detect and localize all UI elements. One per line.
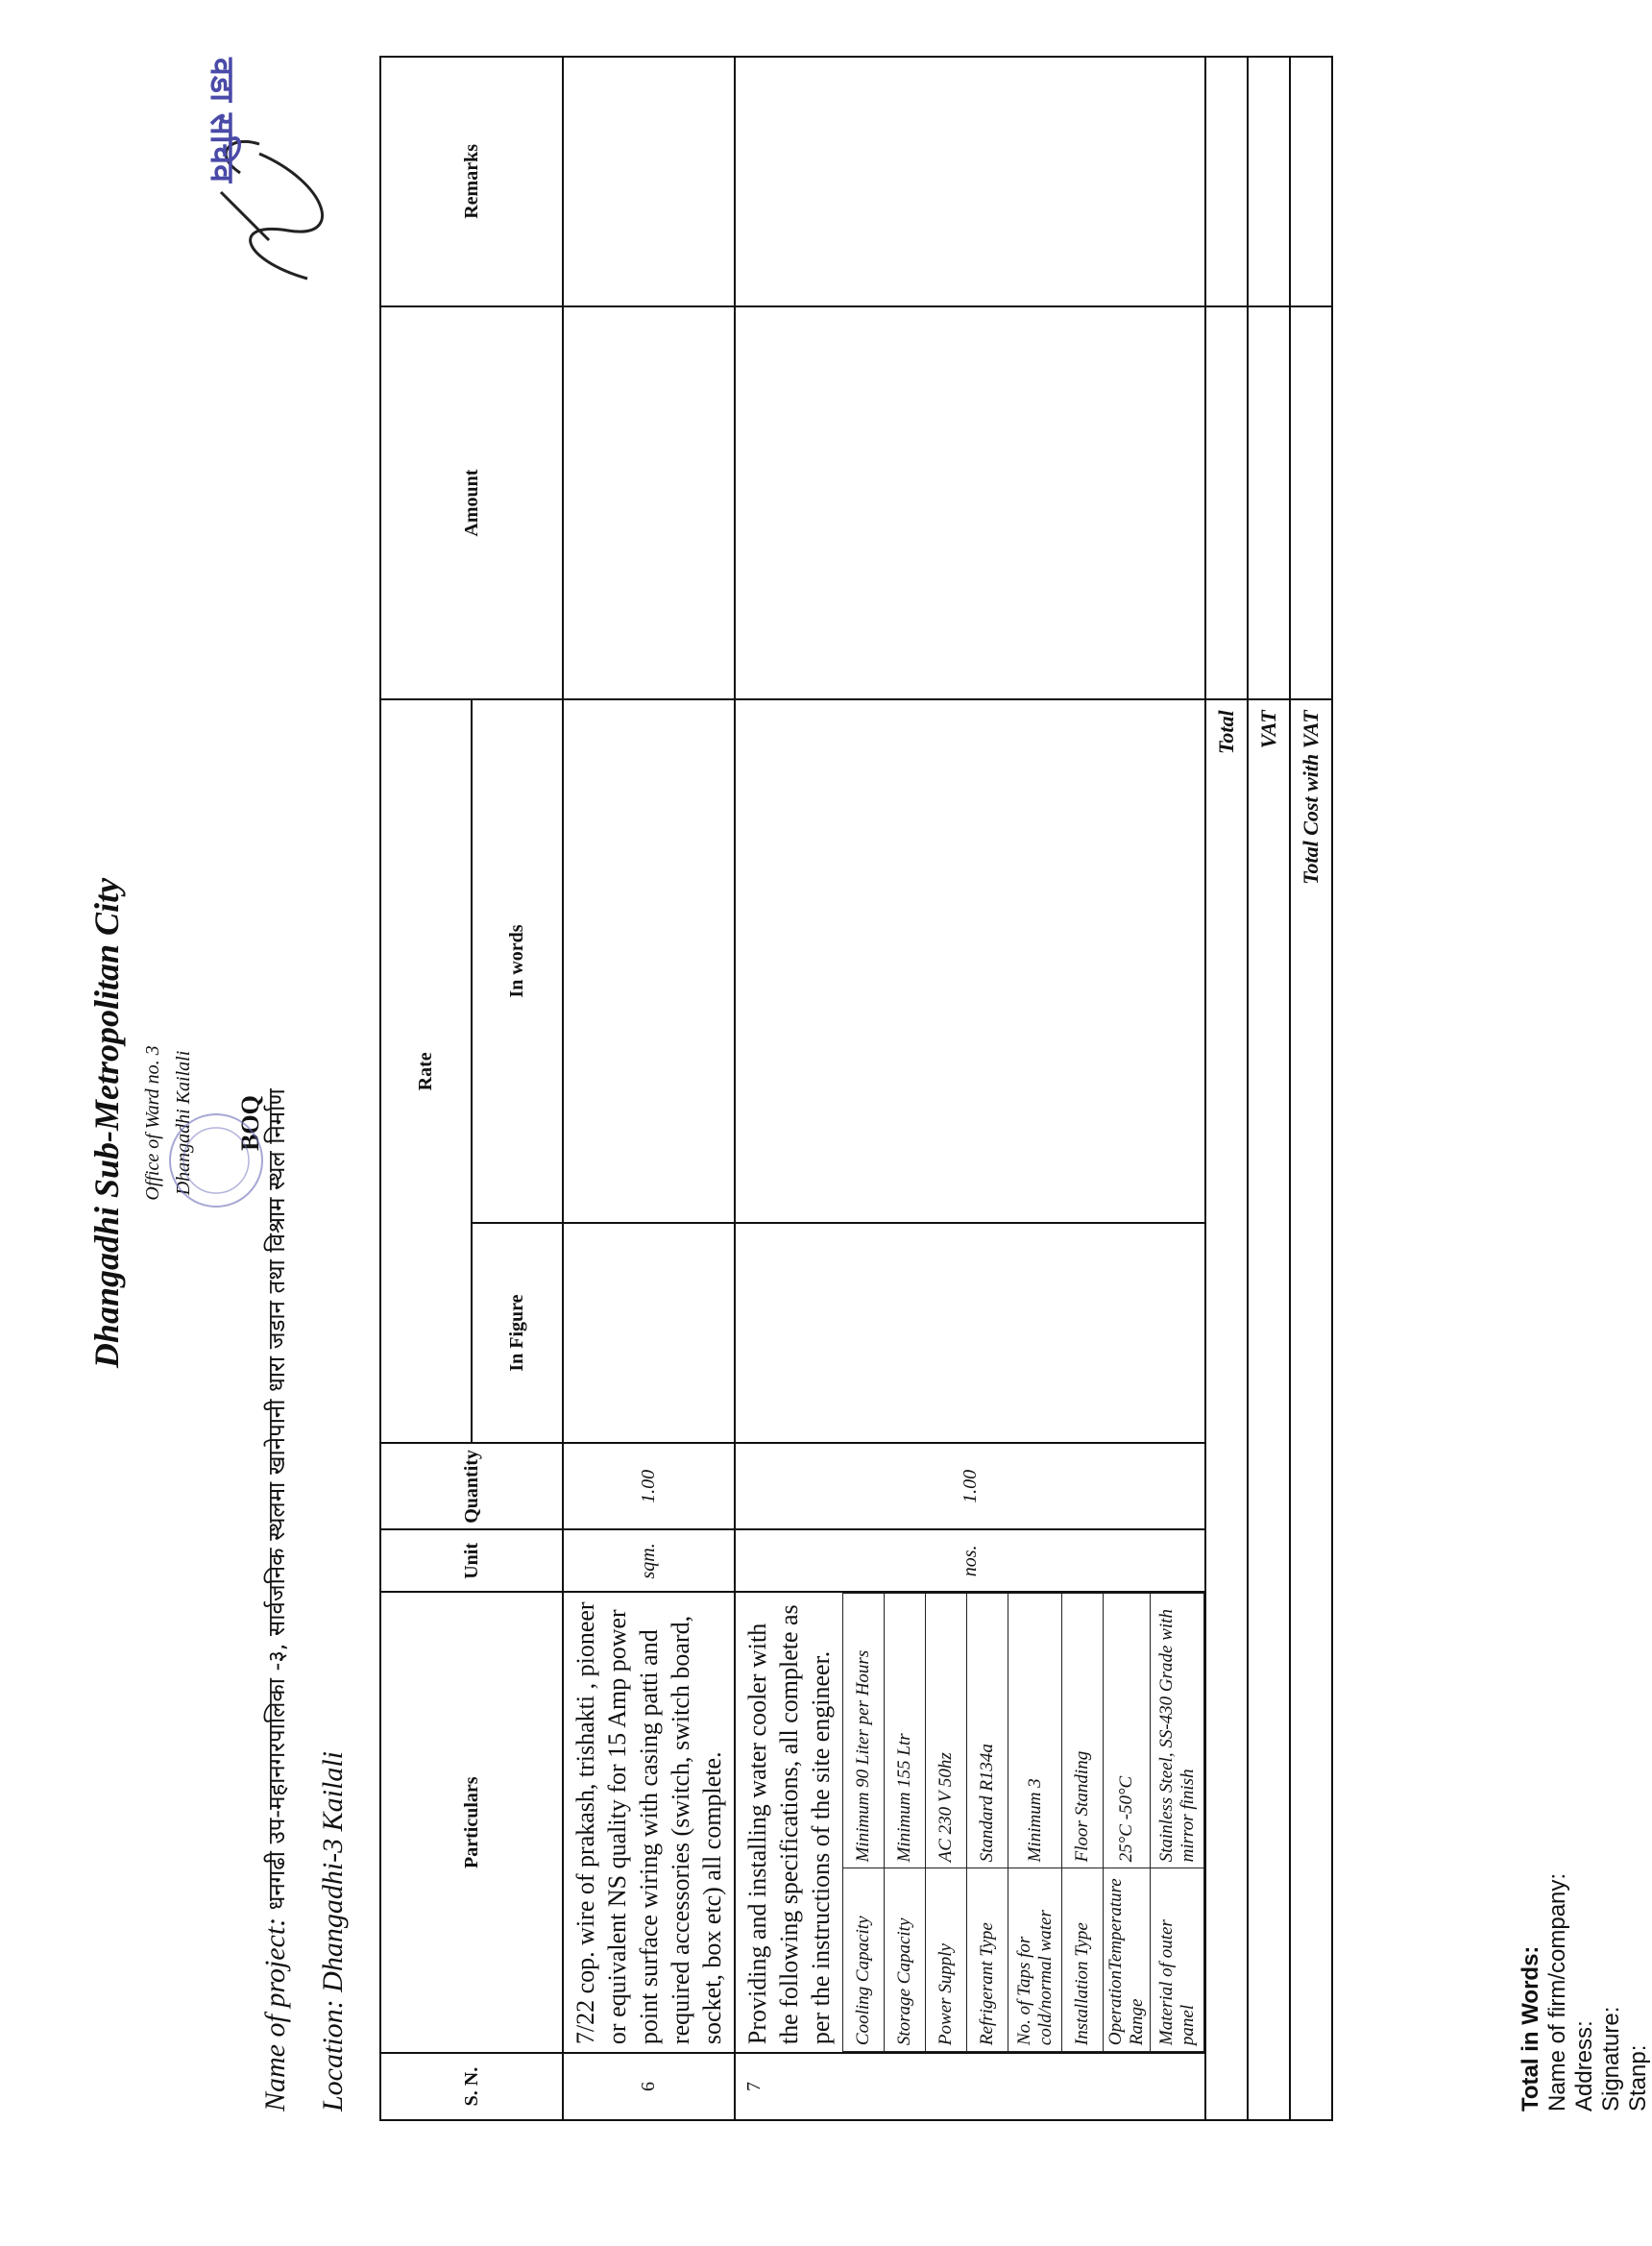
spec-key: Power Supply	[926, 1868, 967, 2052]
boq-heading: BOQ	[236, 1095, 264, 1151]
spec-key: Storage Capacity	[885, 1868, 926, 2052]
row-quantity: 1.00	[563, 1443, 735, 1529]
document-title: Dhangadhi Sub-Metropolitan City	[87, 877, 126, 1369]
row-unit: nos.	[735, 1529, 1205, 1592]
spec-key: OperationTemperature Range	[1104, 1868, 1151, 2052]
office-line: Office of Ward no. 3	[142, 1045, 163, 1201]
table-row	[563, 57, 735, 2120]
footer-block	[1518, 1873, 1652, 2112]
total-row	[1205, 57, 1248, 2120]
ward-secretary-stamp: वडा सचिव	[203, 58, 241, 183]
location-value: Dhangadhi-3 Kailali	[317, 1750, 349, 1992]
row-unit: sqm.	[563, 1529, 735, 1592]
row-remarks	[735, 57, 1205, 306]
spec-value: Floor Standing	[1062, 1594, 1104, 1868]
header-particulars: Particulars	[380, 1592, 563, 2053]
spec-value: 25°C -50°C	[1104, 1594, 1151, 1868]
spec-key: Refrigerant Type	[967, 1868, 1008, 2052]
vat-amount	[1248, 306, 1290, 700]
spec-row	[967, 1594, 1008, 2052]
spec-value: Stainless Steel, SS-430 Grade with mirror finish	[1151, 1594, 1204, 1868]
table-row	[735, 57, 1205, 2120]
total-label: Total	[1205, 699, 1248, 1222]
office-seal-icon	[163, 1108, 269, 1213]
vat-row	[1248, 57, 1290, 2120]
stamp-label: Stanp:	[1625, 2044, 1651, 2112]
row-amount	[735, 306, 1205, 700]
spec-row	[926, 1594, 967, 2052]
total-with-vat-amount	[1290, 306, 1332, 700]
location-label: Location:	[317, 1999, 349, 2112]
signature-label: Signature:	[1598, 2006, 1624, 2112]
spec-key: No. of Taps for cold/normal water	[1008, 1868, 1062, 2052]
spec-key: Installation Type	[1062, 1868, 1104, 2052]
total-amount	[1205, 306, 1248, 700]
row-amount	[563, 306, 735, 700]
spec-value: Minimum 90 Liter per Hours	[843, 1594, 885, 1868]
total-in-words-label: Total in Words:	[1518, 1945, 1543, 2112]
spec-key: Cooling Capacity	[843, 1868, 885, 2052]
row-quantity: 1.00	[735, 1443, 1205, 1529]
spec-row	[885, 1594, 926, 2052]
spec-row	[1151, 1594, 1204, 2052]
header-unit: Unit	[380, 1529, 563, 1592]
spec-value: Standard R134a	[967, 1594, 1008, 1868]
boq-table	[379, 56, 1333, 2121]
row-rate-figure	[735, 1223, 1205, 1444]
spec-row	[1062, 1594, 1104, 2052]
place-line: Dhangadhi Kailali	[173, 1050, 194, 1196]
spec-table	[842, 1593, 1204, 2052]
spec-value: AC 230 V 50hz	[926, 1594, 967, 1868]
project-name	[259, 1088, 292, 2112]
spec-row	[1104, 1594, 1151, 2052]
project-label: Name of project:	[259, 1916, 291, 2112]
row-rate-figure	[563, 1223, 735, 1444]
header-remarks: Remarks	[380, 57, 563, 306]
row-particulars: Providing and installing water cooler with the following specifications, all complete as per the instructions of the site engineer.	[743, 1604, 835, 2045]
vat-label: VAT	[1248, 699, 1290, 1222]
header-in-words: In words	[472, 699, 563, 1222]
spec-value: Minimum 3	[1008, 1594, 1062, 1868]
total-with-vat-label: Total Cost with VAT	[1290, 699, 1332, 1222]
header-rate: Rate	[380, 699, 472, 1443]
total-with-vat-row	[1290, 57, 1332, 2120]
row-sn: 6	[563, 2053, 735, 2120]
row-remarks	[563, 57, 735, 306]
row-rate-words	[735, 699, 1205, 1222]
spec-row	[1008, 1594, 1062, 2052]
firm-name-label: Name of firm/company:	[1544, 1872, 1570, 2112]
address-label: Address:	[1571, 2020, 1597, 2112]
spec-key: Material of outer panel	[1151, 1868, 1204, 2052]
row-particulars-cell	[735, 1592, 1205, 2053]
header-sn: S. N.	[380, 2053, 563, 2120]
row-sn: 7	[735, 2053, 1205, 2120]
spec-value: Minimum 155 Ltr	[885, 1594, 926, 1868]
header-in-figure: In Figure	[472, 1223, 563, 1444]
header-quantity: Quantity	[380, 1443, 563, 1529]
spec-row	[843, 1594, 885, 2052]
header-amount: Amount	[380, 306, 563, 700]
project-value: धनगढी उप-महानगरपालिका -३, सार्वजनिक स्थलमा खानेपानी धारा जडान तथा विश्राम स्थल निर्माण	[263, 1088, 290, 1911]
location	[317, 1751, 350, 2112]
row-particulars: 7/22 cop. wire of prakash, trishakti , pioneer or equivalent NS quality for 15 Amp power point surface wiring with casing patti and required accessories (switch, switch board, socket, box etc) all complete.	[563, 1592, 735, 2053]
row-rate-words	[563, 699, 735, 1222]
